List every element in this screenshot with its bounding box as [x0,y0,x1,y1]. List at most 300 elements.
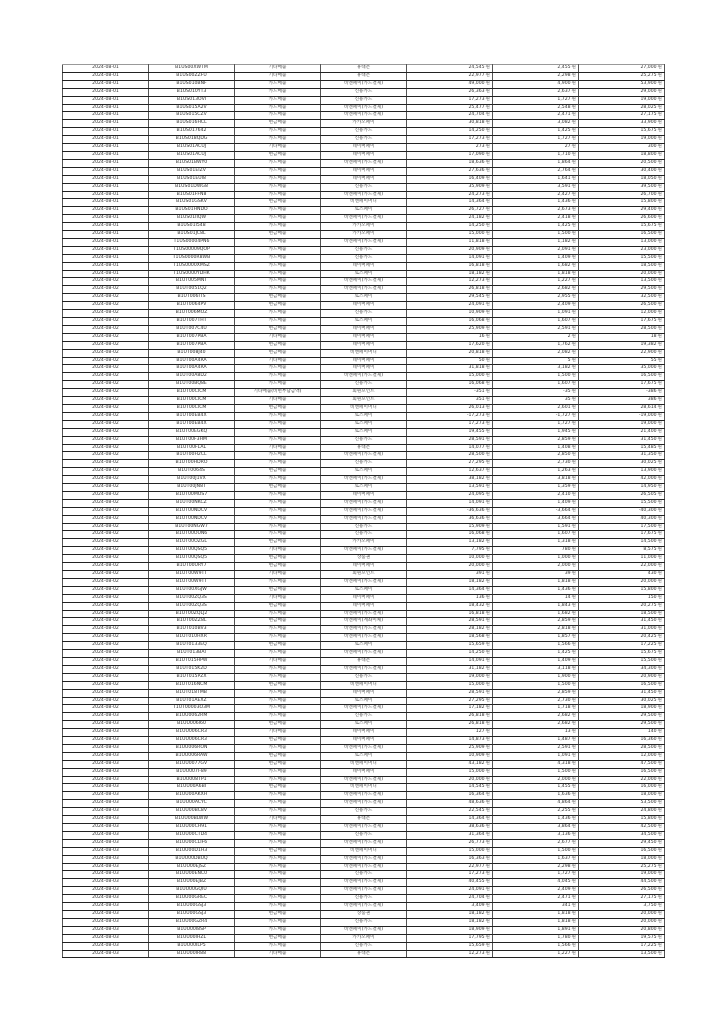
table-row [63,578,665,586]
sale-type-cell: 카드매출 [235,428,321,436]
currency-unit: 원 [571,167,576,173]
currency-unit: 원 [485,104,490,110]
amount-value: 13,591 [468,484,485,490]
currency-unit: 원 [485,484,490,490]
currency-unit: 원 [657,278,662,284]
amount-value: 1,818 [557,918,571,924]
supply-amount-cell [407,349,493,357]
payment-method-cell: 카카오페이 [321,120,407,128]
date-cell: 2024-08-03 [63,800,149,808]
amount-value: 17,500 [640,523,657,529]
order-id-cell: B1UT01AEXZ [149,697,235,705]
order-id-cell: B1US00ZZFU [149,72,235,80]
amount-value: 1,436 [557,586,571,592]
total-cell [579,610,665,618]
amount-value: 1,359 [557,484,571,490]
currency-unit: 원 [571,792,576,798]
amount-value: 31,450 [640,689,657,695]
sale-type-cell: 카드매출 [235,436,321,444]
currency-unit: 원 [485,120,490,126]
currency-unit: 원 [485,294,490,300]
date-cell: 2024-08-02 [63,491,149,499]
payment-method-cell: 네이버페이 [321,325,407,333]
table-row [63,650,665,658]
payment-method-cell: 비엔페이(카드결제) [321,476,407,484]
payment-method-cell: 비엔페이(카드결제) [321,373,407,381]
payment-method-cell: 신용카드 [321,531,407,539]
amount-value: 1,591 [557,523,571,529]
date-cell: 2024-08-02 [63,318,149,326]
supply-amount-cell [407,318,493,326]
vat-cell [493,96,579,104]
total-cell [579,918,665,926]
order-id-cell: B1US01I548 [149,223,235,231]
table-row [63,942,665,950]
currency-unit: 원 [657,950,662,956]
order-id-cell: B1UT015PZX [149,673,235,681]
total-cell [579,112,665,120]
currency-unit: 원 [657,586,662,592]
sale-type-cell: 기타매출(비현부담금액) [235,389,321,397]
amount-value: 1,857 [557,634,571,640]
amount-value: 26,818 [468,713,485,719]
order-id-cell: B1UT006ITS [149,294,235,302]
amount-value: 2,591 [557,744,571,750]
order-id-cell: B1UT0051Q2 [149,286,235,294]
sale-type-cell: 카드매출 [235,254,321,262]
supply-amount-cell [407,673,493,681]
amount-value: 2,410 [557,491,571,497]
date-cell: 2024-08-03 [63,831,149,839]
payment-method-cell: 토스페이 [321,752,407,760]
order-id-cell: B1US018QDG [149,136,235,144]
payment-method-cell: 네이버페이 [321,737,407,745]
currency-unit: 원 [571,681,576,687]
table-row [63,705,665,713]
currency-unit: 원 [571,254,576,260]
currency-unit: 원 [657,88,662,94]
date-cell: 2024-08-02 [63,642,149,650]
amount-value: 18,500 [640,262,657,268]
currency-unit: 원 [571,183,576,189]
supply-amount-cell [407,397,493,405]
date-cell: 2024-08-01 [63,120,149,128]
amount-value: 1,891 [557,926,571,932]
order-id-cell: B1UU0062RM [149,713,235,721]
payment-method-cell: 토스페이 [321,428,407,436]
currency-unit: 원 [485,705,490,711]
amount-value: 1,227 [557,278,571,284]
currency-unit: 원 [485,547,490,553]
amount-value: -1,727 [555,412,571,418]
sale-type-cell: 현금매출 [235,737,321,745]
sale-type-cell: 카드매출 [235,491,321,499]
table-row [63,72,665,80]
total-cell [579,333,665,341]
vat-cell [493,721,579,729]
total-cell [579,555,665,563]
table-row [63,468,665,476]
amount-value: 15,000 [468,847,485,853]
supply-amount-cell [407,404,493,412]
total-cell [579,721,665,729]
currency-unit: 원 [485,918,490,924]
sale-type-cell: 카드매출 [235,373,321,381]
payment-method-cell: 토스페이 [321,697,407,705]
amount-value: 27,175 [640,895,657,901]
table-row [63,412,665,420]
amount-value: 1,641 [557,175,571,181]
sale-type-cell: 카드매출 [235,278,321,286]
order-id-cell: B1UT018TMB [149,689,235,697]
total-cell [579,792,665,800]
amount-value: 24,704 [468,112,485,118]
amount-value: 28,025 [640,104,657,110]
table-row [63,436,665,444]
amount-value: 24,091 [468,887,485,893]
total-cell [579,879,665,887]
payment-method-cell: 비엔페이(카드결제) [321,286,407,294]
currency-unit: 원 [657,808,662,814]
vat-cell [493,183,579,191]
currency-unit: 원 [657,349,662,355]
table-row [63,491,665,499]
currency-unit: 원 [485,839,490,845]
amount-value: 14,364 [468,586,485,592]
amount-value: 20,000 [468,776,485,782]
amount-value: 16,818 [468,262,485,268]
amount-value: 24,273 [468,191,485,197]
currency-unit: 원 [571,650,576,656]
supply-amount-cell [407,689,493,697]
amount-value: 28,500 [640,325,657,331]
currency-unit: 원 [485,191,490,197]
currency-unit: 원 [657,365,662,371]
currency-unit: 원 [485,499,490,505]
currency-unit: 원 [657,752,662,758]
currency-unit: 원 [485,879,490,885]
total-cell [579,776,665,784]
payment-method-cell: 네이버페이 [321,333,407,341]
table-row [63,499,665,507]
total-cell [579,468,665,476]
date-cell: 2024-08-03 [63,934,149,942]
table-row [63,357,665,365]
date-cell: 2024-08-02 [63,452,149,460]
currency-unit: 원 [571,325,576,331]
payment-method-cell: 비엔페이(카드결제) [321,903,407,911]
date-cell: 2024-08-03 [63,847,149,855]
order-id-cell: B1US015A2V [149,104,235,112]
total-cell [579,159,665,167]
currency-unit: 원 [571,349,576,355]
order-id-cell: B1UU006RON [149,744,235,752]
total-cell [579,934,665,942]
vat-cell [493,357,579,365]
vat-cell [493,650,579,658]
currency-unit: 원 [657,887,662,893]
currency-unit: 원 [657,436,662,442]
table-row [63,302,665,310]
supply-amount-cell [407,80,493,88]
currency-unit: 원 [571,72,576,78]
currency-unit: 원 [571,697,576,703]
amount-value: 1,091 [557,310,571,316]
payment-method-cell: 비엔페이(계좌이체) [321,618,407,626]
order-id-cell: B1UT00URY7 [149,563,235,571]
amount-value: 1,409 [557,499,571,505]
total-cell [579,887,665,895]
table-row [63,452,665,460]
amount-value: 15,909 [468,523,485,529]
order-id-cell: B1UT010BV3 [149,626,235,634]
date-cell: 2024-08-03 [63,863,149,871]
amount-value: 29,545 [468,294,485,300]
order-id-cell: B1UT00NDCV [149,507,235,515]
table-row [63,816,665,824]
amount-value: 15,675 [640,223,657,229]
table-row [63,444,665,452]
currency-unit: 원 [657,412,662,418]
currency-unit: 원 [571,942,576,948]
supply-amount-cell [407,412,493,420]
table-row [63,310,665,318]
vat-cell [493,816,579,824]
order-id-cell: B1US01ACUJ [149,144,235,152]
payment-method-cell: 네이버페이 [321,357,407,365]
supply-amount-cell [407,468,493,476]
total-cell [579,80,665,88]
supply-amount-cell [407,144,493,152]
order-id-cell: B1UT00JN8T [149,484,235,492]
amount-value: 24,095 [468,491,485,497]
currency-unit: 원 [657,452,662,458]
table-row [63,808,665,816]
table-row [63,136,665,144]
sale-type-cell: 현금매출 [235,847,321,855]
supply-amount-cell [407,776,493,784]
order-id-cell: B1US01EUI8 [149,175,235,183]
amount-value: 16,360 [640,737,657,743]
currency-unit: 원 [485,657,490,663]
sale-type-cell: 카드매출 [235,207,321,215]
vat-cell [493,238,579,246]
amount-value: 12,637 [468,468,485,474]
vat-cell [493,824,579,832]
currency-unit: 원 [657,768,662,774]
payment-method-cell: 신용카드 [321,128,407,136]
total-cell [579,499,665,507]
vat-cell [493,665,579,673]
amount-value: 14,091 [468,254,485,260]
currency-unit: 원 [657,903,662,909]
amount-value: 26,013 [468,404,485,410]
payment-method-cell: 네이버페이 [321,491,407,499]
table-row [63,318,665,326]
payment-method-cell: 회원포인트 [321,571,407,579]
sale-type-cell: 카드매출 [235,705,321,713]
vat-cell [493,673,579,681]
currency-unit: 원 [657,673,662,679]
table-row [63,270,665,278]
order-id-cell: B1UT00A8D2 [149,373,235,381]
amount-value: 31,450 [640,436,657,442]
supply-amount-cell [407,855,493,863]
order-id-cell: B1UU00IR88 [149,950,235,958]
amount-value: 29,400 [640,207,657,213]
amount-value: 22,977 [468,72,485,78]
amount-value: 15,000 [468,373,485,379]
vat-cell [493,887,579,895]
order-id-cell: B1UU00BC8V [149,808,235,816]
amount-value: 1,818 [557,910,571,916]
supply-amount-cell [407,808,493,816]
total-cell [579,365,665,373]
total-cell [579,175,665,183]
vat-cell [493,278,579,286]
currency-unit: 원 [571,737,576,743]
currency-unit: 원 [571,428,576,434]
supply-amount-cell [407,729,493,737]
sale-type-cell: 현금매출 [235,120,321,128]
order-id-cell: B1UU006CR3 [149,737,235,745]
currency-unit: 원 [485,855,490,861]
order-id-cell: B1UU00GZR4 [149,918,235,926]
amount-value: 2,677 [557,839,571,845]
supply-amount-cell [407,768,493,776]
table-row [63,183,665,191]
table-row [63,784,665,792]
sale-type-cell: 기타매출 [235,571,321,579]
currency-unit: 원 [485,515,490,521]
amount-value: 26,727 [468,207,485,213]
vat-cell [493,349,579,357]
total-cell [579,942,665,950]
payment-method-cell: 네이버페이 [321,729,407,737]
date-cell: 2024-08-02 [63,507,149,515]
amount-value: 2,591 [557,325,571,331]
table-row [63,887,665,895]
amount-value: 26,773 [468,839,485,845]
currency-unit: 원 [485,468,490,474]
amount-value: 39 [564,571,571,576]
sale-type-cell: 카드매출 [235,831,321,839]
vat-cell [493,80,579,88]
total-cell [579,436,665,444]
currency-unit: 원 [571,665,576,671]
order-id-cell: B1UT00EB4X [149,420,235,428]
payment-method-cell: 신용카드 [321,895,407,903]
sale-type-cell: 현금매출 [235,642,321,650]
table-row [63,246,665,254]
amount-value: 22,000 [640,563,657,569]
date-cell: 2024-08-02 [63,476,149,484]
currency-unit: 원 [571,808,576,814]
table-row [63,934,665,942]
currency-unit: 원 [571,207,576,213]
table-row [63,112,665,120]
amount-value: 1,607 [557,381,571,387]
date-cell: 2024-08-03 [63,713,149,721]
amount-value: 13,000 [640,238,657,244]
supply-amount-cell [407,120,493,128]
total-cell [579,626,665,634]
date-cell: 2024-08-02 [63,460,149,468]
currency-unit: 원 [657,863,662,869]
amount-value: 14 [564,594,571,600]
amount-value: 17,675 [640,318,657,323]
amount-value: 17,675 [640,381,657,387]
amount-value: -35 [563,389,571,395]
currency-unit: 원 [571,539,576,545]
currency-unit: 원 [657,207,662,213]
order-id-cell: B1UU00A6BI [149,784,235,792]
order-id-cell: B1UT00EB4X [149,412,235,420]
currency-unit: 원 [657,104,662,110]
sale-type-cell: 카드매출 [235,918,321,926]
vat-cell [493,136,579,144]
currency-unit: 원 [657,515,662,521]
payment-method-cell: 네이버페이 [321,262,407,270]
currency-unit: 원 [657,618,662,624]
amount-value: 16,364 [468,792,485,798]
supply-amount-cell [407,136,493,144]
currency-unit: 원 [485,357,490,363]
sales-table-body [63,65,665,958]
currency-unit: 원 [657,855,662,861]
table-row [63,231,665,239]
currency-unit: 원 [571,918,576,924]
currency-unit: 원 [485,254,490,260]
table-row [63,262,665,270]
payment-method-cell: 휴대폰 [321,816,407,824]
supply-amount-cell [407,665,493,673]
sale-type-cell: 현금매출 [235,752,321,760]
total-cell [579,831,665,839]
order-id-cell: B1UT00MOS7 [149,491,235,499]
amount-value: 24,704 [468,895,485,901]
supply-amount-cell [407,942,493,950]
payment-method-cell: 신용카드 [321,88,407,96]
currency-unit: 원 [571,318,576,323]
amount-value: 18,050 [640,175,657,181]
currency-unit: 원 [485,586,490,592]
amount-value: 17,090 [468,151,485,157]
table-row [63,159,665,167]
date-cell: 2024-08-03 [63,784,149,792]
amount-value: 18,182 [468,578,485,584]
currency-unit: 원 [571,199,576,205]
payment-method-cell: 신용카드 [321,808,407,816]
vat-cell [493,934,579,942]
date-cell: 2024-08-03 [63,816,149,824]
order-id-cell: B1UT00QSQ5 [149,547,235,555]
currency-unit: 원 [657,96,662,102]
currency-unit: 원 [657,942,662,948]
currency-unit: 원 [485,128,490,134]
currency-unit: 원 [485,452,490,458]
payment-method-cell: 토스페이 [321,318,407,326]
amount-value: 1,500 [557,373,571,379]
amount-value: 1,487 [557,737,571,743]
payment-method-cell: 네이버페이 [321,563,407,571]
date-cell: 2024-08-02 [63,539,149,547]
currency-unit: 원 [485,531,490,537]
order-id-cell: B1UT0064S [149,468,235,476]
table-row [63,428,665,436]
date-cell: 2024-08-03 [63,903,149,911]
table-row [63,207,665,215]
